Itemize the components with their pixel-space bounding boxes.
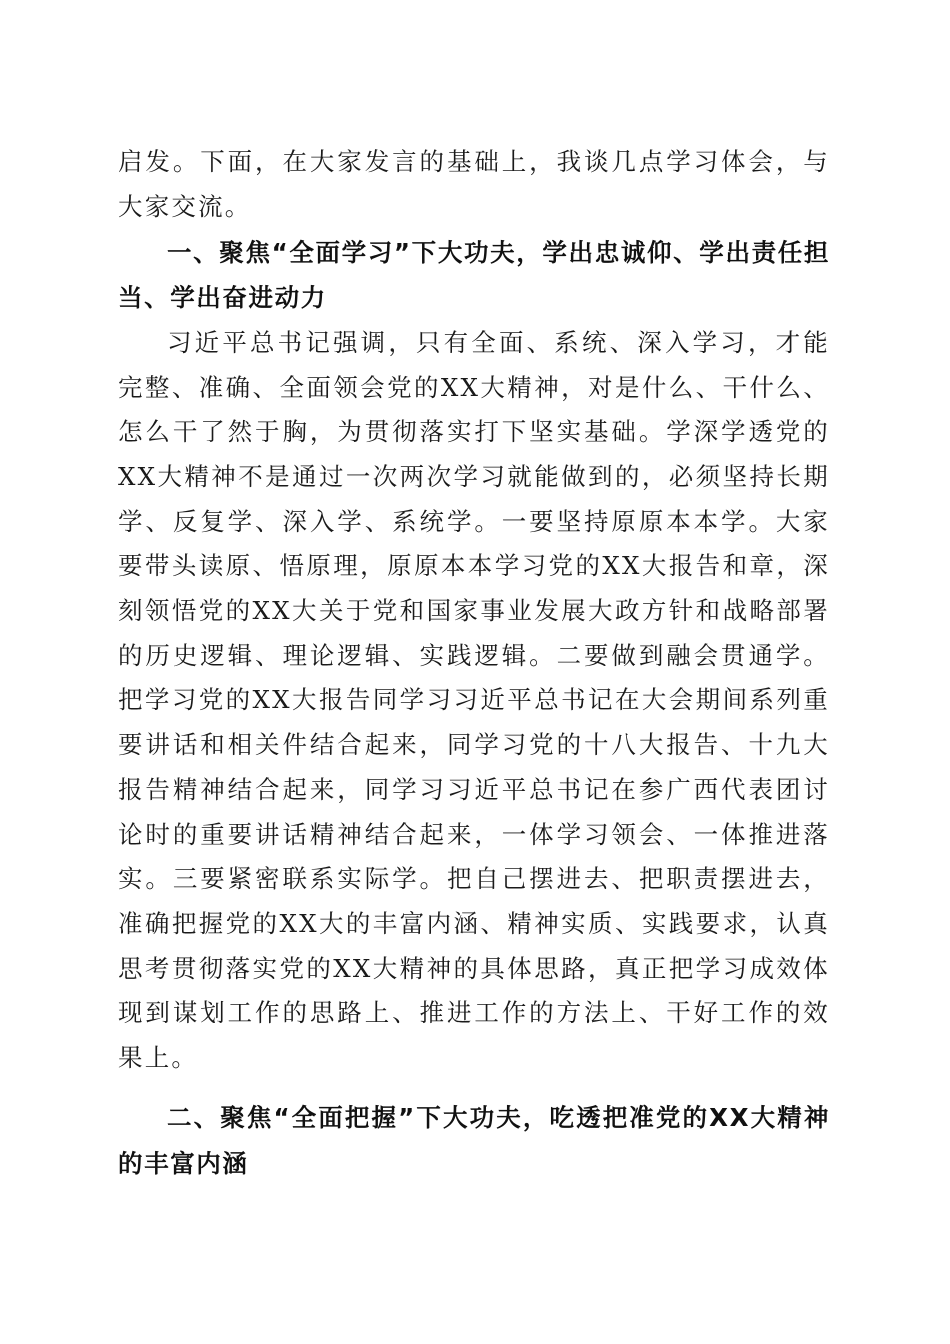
paragraph-section-1-body: 习近平总书记强调，只有全面、系统、深入学习，才能完整、准确、全面领会党的XX大精神，对是什么、干什么、怎么干了然于胸，为贯彻落实打下坚实基础。学深学透党的XX大精神不是通过一次两次学习就能做到的，必须坚持长期学、反复学、深入学、系统学。一要坚持原原本本学。大家要带头读原、悟原理，原原本本学习党的XX大报告和章，深刻领悟党的XX大关于党和国家事业发展大政方针和战略部署的历史逻辑、理论逻辑、实践逻辑。二要做到融会贯通学。把学习党的XX大报告同学习习近平总书记在大会期间系列重要讲话和相关件结合起来，同学习党的十八大报告、十九大报告精神结合起来，同学习习近平总书记在参广西代表团讨论时的重要讲话精神结合起来，一体学习领会、一体推进落实。三要紧密联系实际学。把自己摆进去、把职责摆进去，准确把握党的XX大的丰富内涵、精神实质、实践要求，认真思考贯彻落实党的XX大精神的具体思路，真正把学习成效体现到谋划工作的思路上、推进工作的方法上、干好工作的效果上。	[118, 327, 830, 1073]
section-heading-2: 二、聚焦“全面把握”下大功夫，吃透把准党的XX大精神的丰富内涵	[118, 1102, 830, 1178]
paragraph-intro-continuation: 启发。下面，在大家发言的基础上，我谈几点学习体会，与大家交流。	[118, 147, 830, 221]
section-heading-1: 一、聚焦“全面学习”下大功夫，学出忠诚仰、学出责任担当、学出奋进动力	[118, 238, 830, 313]
document-body	[118, 140, 830, 1187]
